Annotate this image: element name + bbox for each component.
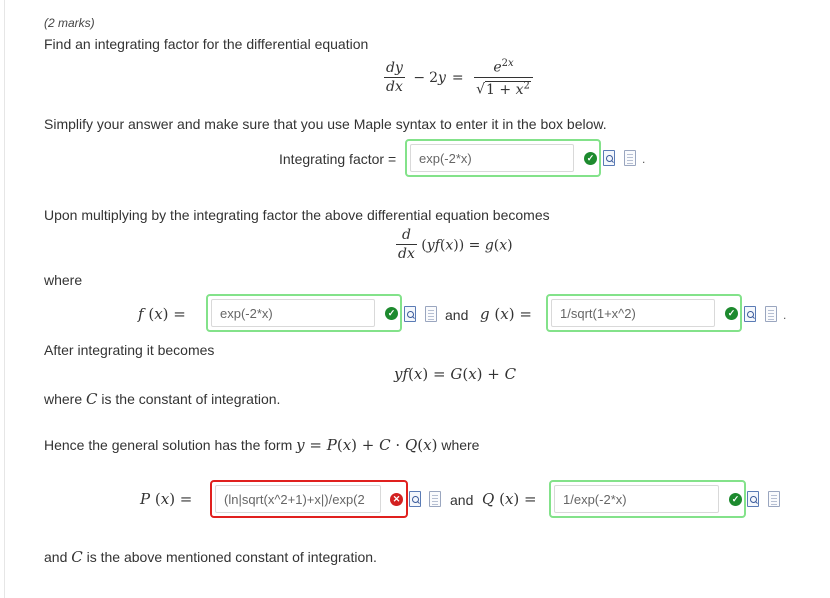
syntax-help-icon[interactable] — [624, 150, 636, 166]
Q-input[interactable] — [554, 485, 719, 513]
constant-note: where C is the constant of integration. — [44, 390, 281, 408]
integrating-intro: After integrating it becomes — [44, 342, 215, 358]
preview-icon[interactable] — [744, 306, 756, 322]
instruction-text: Simplify your answer and make sure that you use Maple syntax to enter it in the box below. — [44, 116, 607, 132]
preview-icon[interactable] — [747, 491, 759, 507]
exact-derivative-equation: $\frac{d}{dx}$ (yf(x)) = g(x) — [398, 227, 513, 263]
P-input[interactable] — [215, 485, 381, 513]
Q-of-x-label: Q (x) = — [482, 490, 537, 508]
marks-label: (2 marks) — [44, 16, 95, 30]
integrated-equation: yf(x) = G(x) + C — [394, 365, 517, 383]
syntax-help-icon[interactable] — [768, 491, 780, 507]
multiply-intro: Upon multiplying by the integrating factor the above differential equation becomes — [44, 207, 550, 223]
constant-note-text: is the constant of integration. — [101, 391, 281, 407]
closing-note: is the above mentioned constant of integration. — [86, 549, 377, 565]
f-of-x-label: f (x) = — [138, 305, 186, 323]
integrating-factor-label: Integrating factor = — [279, 151, 397, 167]
correct-check-icon: ✓ — [584, 152, 597, 165]
integrating-factor-input[interactable] — [410, 144, 574, 172]
general-solution-text: Hence the general solution has the form — [44, 437, 293, 453]
preview-icon[interactable] — [603, 150, 615, 166]
where-label: where — [44, 272, 83, 288]
correct-check-icon: ✓ — [729, 493, 742, 506]
correct-check-icon: ✓ — [725, 307, 738, 320]
integrating-factor-field — [405, 139, 601, 177]
general-solution-where: where — [441, 437, 480, 453]
P-field — [210, 480, 408, 518]
preview-icon[interactable] — [404, 306, 416, 322]
P-of-x-label: P (x) = — [140, 490, 193, 508]
period: . — [783, 308, 787, 322]
closing-text: and C is the above mentioned constant of integration. — [44, 548, 377, 566]
left-border — [4, 0, 5, 598]
f-field — [206, 294, 402, 332]
and-label: and — [445, 307, 469, 323]
g-of-x-label: g (x) = — [480, 305, 532, 323]
general-solution-intro: Hence the general solution has the form y = P(x) + C · Q(x) where — [44, 436, 480, 454]
incorrect-cross-icon: ✕ — [390, 493, 403, 506]
syntax-help-icon[interactable] — [429, 491, 441, 507]
g-field — [546, 294, 742, 332]
f-input[interactable] — [211, 299, 375, 327]
closing-and: and — [44, 549, 68, 565]
syntax-help-icon[interactable] — [425, 306, 437, 322]
preview-icon[interactable] — [409, 491, 421, 507]
and-label: and — [450, 492, 474, 508]
g-input[interactable] — [551, 299, 715, 327]
period: . — [642, 152, 646, 166]
Q-field — [549, 480, 746, 518]
question-prompt: Find an integrating factor for the differential equation — [44, 36, 369, 52]
differential-equation: $\frac{dy}{dx}$ − 2y = $\frac{e^{2x}}{√1 + x^2}$ — [384, 58, 533, 98]
correct-check-icon: ✓ — [385, 307, 398, 320]
syntax-help-icon[interactable] — [765, 306, 777, 322]
